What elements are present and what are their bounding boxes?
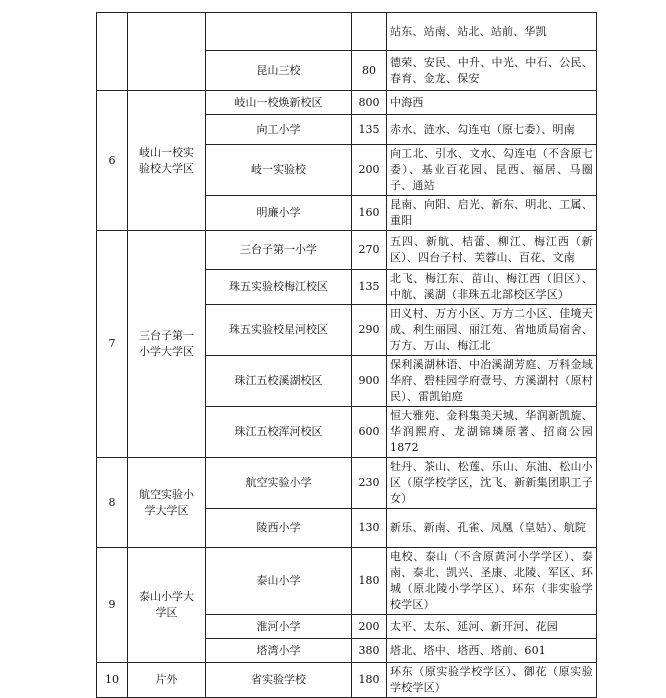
- district-name: 岐山一校实验校大学区: [128, 91, 206, 231]
- catchment-area: 中海西: [387, 91, 597, 115]
- catchment-area: 恒大雅苑、金科集美天城、华润新凯旋、华润熙府、龙湖锦璘原著、招商公园 1872: [387, 407, 597, 458]
- district-number: 9: [97, 548, 128, 663]
- enrollment-capacity: [352, 13, 387, 51]
- district-number: 6: [97, 91, 128, 231]
- district-number: 10: [97, 663, 128, 698]
- table-row: [97, 13, 597, 51]
- enrollment-capacity: 800: [352, 91, 387, 115]
- enrollment-capacity: 130: [352, 509, 387, 548]
- catchment-area: 赤水、涟水、勾连屯（原七委）、明南: [387, 115, 597, 145]
- catchment-area: 环东（原实验学校学区）、御花（原实验学校学区）: [387, 663, 597, 698]
- school-name: 岐一实验校: [206, 145, 352, 196]
- enrollment-capacity: 270: [352, 231, 387, 270]
- table-row: [97, 91, 597, 115]
- school-district-table: [96, 12, 597, 698]
- enrollment-capacity: 200: [352, 145, 387, 196]
- district-name: [128, 13, 206, 91]
- school-name: 淮河小学: [206, 615, 352, 639]
- school-name: 三台子第一小学: [206, 231, 352, 270]
- table-row: [97, 548, 597, 615]
- district-number: 7: [97, 231, 128, 458]
- district-name: 泰山小学大学区: [128, 548, 206, 663]
- enrollment-capacity: 80: [352, 51, 387, 91]
- enrollment-capacity: 180: [352, 663, 387, 698]
- catchment-area: 牡丹、茶山、松莲、乐山、东油、松山小区（原学校学区，沈飞、新新集团职工子女）: [387, 458, 597, 509]
- enrollment-capacity: 135: [352, 270, 387, 305]
- enrollment-capacity: 180: [352, 548, 387, 615]
- district-number: 8: [97, 458, 128, 548]
- school-name: 向工小学: [206, 115, 352, 145]
- catchment-area: 德荣、安民、中升、中光、中石、公民、春育、金龙、保安: [387, 51, 597, 91]
- district-number: [97, 13, 128, 91]
- school-name: 珠五实验校星河校区: [206, 305, 352, 356]
- enrollment-capacity: 230: [352, 458, 387, 509]
- school-name: 昆山三校: [206, 51, 352, 91]
- enrollment-capacity: 900: [352, 356, 387, 407]
- enrollment-capacity: 380: [352, 639, 387, 663]
- catchment-area: 北飞、梅江东、苗山、梅江西（旧区）、中航、溪湖（非珠五北部校区学区）: [387, 270, 597, 305]
- catchment-area: 保利溪湖林语、中冶溪湖芳庭、万科金域华府、碧桂园学府壹号、方溪湖村（原村民）、雷凯铂庭: [387, 356, 597, 407]
- catchment-area: 田义村、万方小区、万方二小区、佳境天成、利生丽园、丽江苑、省地质局宿舍、万方、万山、梅江北: [387, 305, 597, 356]
- table-row: [97, 663, 597, 698]
- catchment-area: 太平、太东、延河、新开河、花园: [387, 615, 597, 639]
- school-name: 陵西小学: [206, 509, 352, 548]
- table-row: [97, 458, 597, 509]
- enrollment-capacity: 200: [352, 615, 387, 639]
- catchment-area: 塔北、塔中、塔西、塔前、601: [387, 639, 597, 663]
- school-name: 珠江五校浑河校区: [206, 407, 352, 458]
- catchment-area: 向工北、引水、文水、勾连屯（不含原七委）、基业百花园、昆西、福居、马圈子、通站: [387, 145, 597, 196]
- school-name: [206, 13, 352, 51]
- table-body: [97, 13, 597, 698]
- district-name: 片外: [128, 663, 206, 698]
- school-name: 珠五实验校梅江校区: [206, 270, 352, 305]
- school-name: 明廉小学: [206, 196, 352, 231]
- school-name: 航空实验小学: [206, 458, 352, 509]
- enrollment-capacity: 135: [352, 115, 387, 145]
- school-name: 泰山小学: [206, 548, 352, 615]
- school-name: 珠江五校溪湖校区: [206, 356, 352, 407]
- school-name: 省实验学校: [206, 663, 352, 698]
- table-row: [97, 231, 597, 270]
- catchment-area: 电校、泰山（不含原黄河小学学区）、泰南、泰北、凯兴、圣康、北陵、军区、环城（原北陵小学学区）、环东（非实验学校学区）: [387, 548, 597, 615]
- school-name: 塔湾小学: [206, 639, 352, 663]
- district-name: 航空实验小学大学区: [128, 458, 206, 548]
- catchment-area: 五四、新航、桔蕾、柳江、梅江西（新区）、四台子村、芙蓉山、百花、文南: [387, 231, 597, 270]
- district-name: 三台子第一小学大学区: [128, 231, 206, 458]
- catchment-area: 新乐、新南、孔雀、凤凰（皇姑）、航院: [387, 509, 597, 548]
- school-name: 岐山一校焕新校区: [206, 91, 352, 115]
- enrollment-capacity: 160: [352, 196, 387, 231]
- enrollment-capacity: 600: [352, 407, 387, 458]
- catchment-area: 站东、站南、站北、站前、华凯: [387, 13, 597, 51]
- catchment-area: 昆南、向阳、启光、新东、明北、工属、重阳: [387, 196, 597, 231]
- enrollment-capacity: 290: [352, 305, 387, 356]
